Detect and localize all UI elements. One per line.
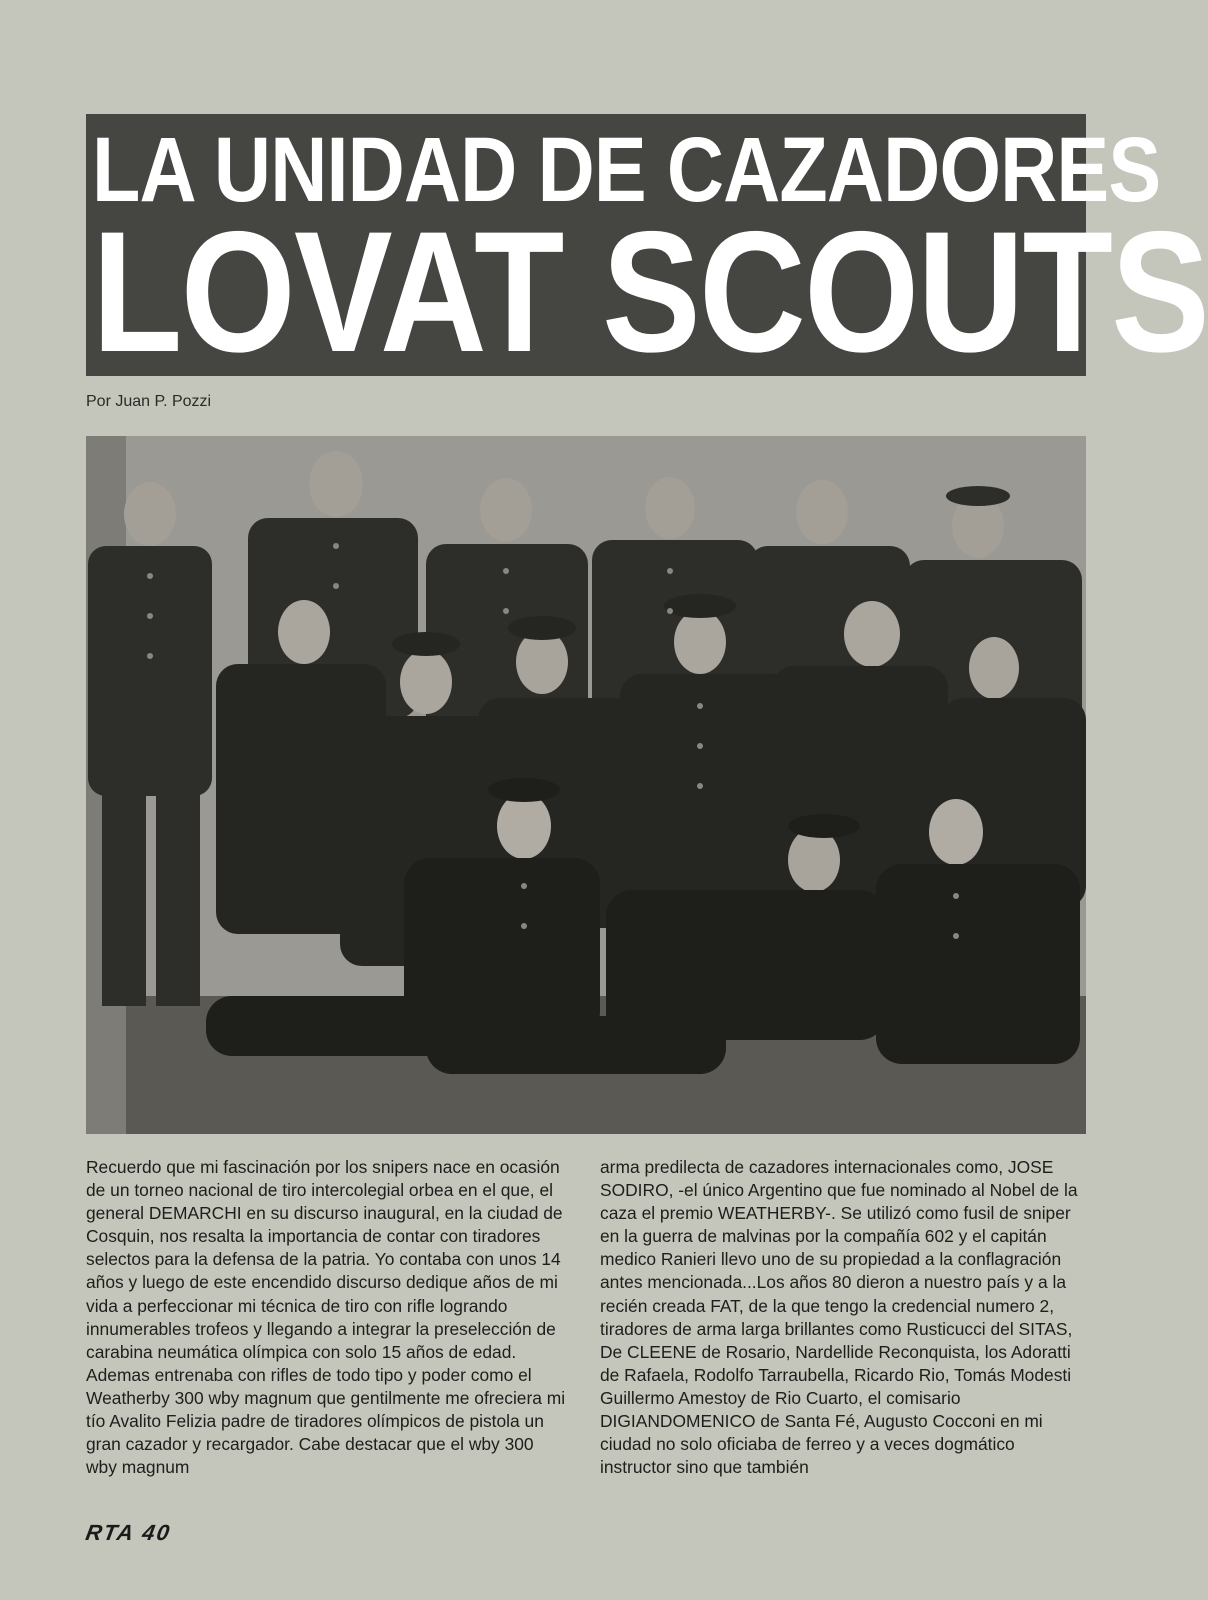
- title-line-1: LA UNIDAD DE CAZADORES: [92, 119, 1161, 221]
- photo-illustration: [86, 436, 1086, 1134]
- author-byline: Por Juan P. Pozzi: [86, 393, 212, 410]
- article-column-left: Recuerdo que mi fascinación por los snipers nace en ocasión de un torneo nacional de tiro intercolegial orbea en el que, el general DEMARCHI en su discurso inaugural, en la ciudad de Cosquin, nos resalta la importancia de contar con tiradores selectos para la defensa de la patria. Yo contaba con unos 14 años y luego de este encendido discurso dedique años de mi vida a perfeccionar mi técnica de tiro con rifle logrando innumerables trofeos y llegando a integrar la preselección de carabina neumática olímpica con solo 15 años de edad. Ademas entrenaba con rifles de todo tipo y poder como el Weatherby 300 wby magnum que gentilmente me ofreciera mi tío Avalito Felizia padre de tiradores olímpicos de pistola un gran cazador y recargador. Cabe destacar que el wby 300 wby magnum: [86, 1157, 566, 1478]
- title-line-2: LOVAT SCOUTS: [92, 196, 1208, 388]
- magazine-page-label: RTA 40: [83, 1520, 174, 1545]
- article-column-right: arma predilecta de cazadores internacionales como, JOSE SODIRO, -el único Argentino que fue nominado al Nobel de la caza el premio WEATHERBY-. Se utilizó como fusil de sniper en la guerra de malvinas por la compañía 602 y el capitán medico Ranieri llevo uno de su propiedad a la conflagración antes mencionada...Los años 80 dieron a nuestro país y a la recién creada FAT, de la que tengo la credencial numero 2, tiradores de arma larga brillantes como Rusticucci del SITAS, De CLEENE de Rosario, Nardellide Reconquista, los Adoratti de Rafaela, Rodolfo Tarraubella, Ricardo Rio, Tomás Modesti Guillermo Amestoy de Rio Cuarto, el comisario DIGIANDOMENICO de Santa Fé, Augusto Cocconi en mi ciudad no solo oficiaba de ferreo y a veces dogmático instructor sino que también: [600, 1157, 1078, 1478]
- title-band: [86, 114, 1208, 388]
- group-photo-soldiers-icon: [86, 436, 1086, 1134]
